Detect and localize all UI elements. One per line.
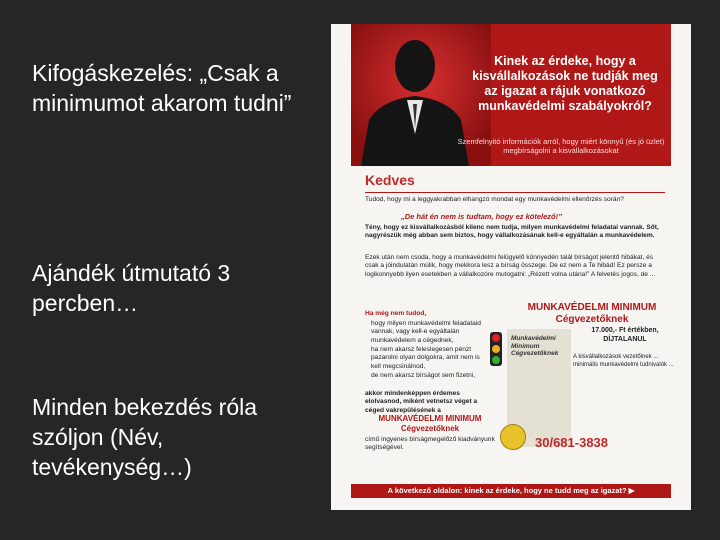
flyer-list-intro: Ha még nem tudod,: [365, 310, 427, 317]
slide-text-objection: Kifogáskezelés: „Csak a minimumot akarom tudni”: [32, 60, 292, 116]
flyer-list-item: hogy milyen munkavédelmi feladataid vannak, vagy kell-e egyáltalán munkavédelem a cégednek,: [371, 320, 481, 344]
offer-title: MUNKAVÉDELMI MINIMUM Cégvezetőknek: [527, 302, 657, 325]
offer-phone-number: 30/681-3838: [535, 435, 609, 450]
flyer-footer-banner: A következő oldalon: kinek az érdeke, hogy ne tudd meg az igazat? ▶: [351, 484, 671, 498]
offer-description: A kisvállalkozások vezetőinek ... minimális munkavédelmi tudnivalók ...: [573, 354, 674, 368]
scanned-flyer: [331, 24, 691, 510]
flyer-paragraph-2: Tény, hogy ez kisvállalkozásból kilenc nem tudja, milyen munkavédelmi feladatai vannak. Sőt, nagyrészük még abban sem biztos, hogy vállalkozásának kell-e egyáltalán a munkavédelem.: [365, 224, 659, 240]
divider: [365, 192, 665, 193]
slide-text-gift-guide: Ajándék útmutató 3 percben…: [32, 260, 231, 316]
flyer-list-item: ha nem akarsz feleslegesen pénzt pazarolni olyan dolgokra, amit nem is kell megcsinálnod,: [371, 346, 480, 370]
flyer-hero-banner: [351, 24, 671, 166]
flyer-cta-tail: című ingyenes bírságmegelőző kiadványunk segítségével.: [365, 436, 495, 452]
flyer-paragraph-1: Tudod, hogy mi a leggyakrabban elhangzó mondat egy munkavédelmi ellenőrzés során?: [365, 196, 624, 203]
flyer-subheadline: Szemfelnyitó információk arról, hogy miért könnyű (és jó üzlet) megbírságolni a kisvállalkozásokat: [457, 137, 665, 155]
flyer-cta-title: MUNKAVÉDELMI MINIMUM Cégvezetőknek: [378, 414, 482, 433]
flyer-paragraph-3: Ezek után nem csoda, hogy a munkavédelmi felügyelő könnyedén talál bírságot jelentő hibákat, és csak a jóindulatán múlik, hogy mekkora lesz a bírság összege. De ez nem a Te hibád! Ez persze a logikonnyebb ilyen esetekben a vállalkozóre mutogatni: „Rézett volna utána!” A felvetés jogos, de ...: [365, 254, 656, 278]
flyer-cta-text: akkor mindenképpen érdemes elolvasnod, miként vetnetsz véget a céged vakrepülésének a: [365, 390, 478, 414]
offer-price: 17.000,- Ft értékben, DÍJTALANUL: [591, 327, 659, 343]
flyer-list-item: de nem akarsz bírságot sem fizetni,: [371, 372, 476, 379]
seal-badge-icon: [500, 424, 526, 450]
slide-text-paragraph-tip: Minden bekezdés róla szóljon (Név, tevékenység…): [32, 394, 258, 480]
flyer-headline: Kinek az érdeke, hogy a kisvállalkozások ne tudják meg az igazat a rájuk vonatkozó munkavédelmi szabályokról?: [472, 54, 658, 113]
traffic-light-icon: [490, 332, 502, 366]
flyer-quote: „De hát én nem is tudtam, hogy ez kötelező!”: [401, 212, 562, 221]
flyer-greeting: Kedves: [365, 172, 415, 188]
booklet-title: Munkavédelmi Minimum Cégvezetőknek: [511, 335, 559, 357]
